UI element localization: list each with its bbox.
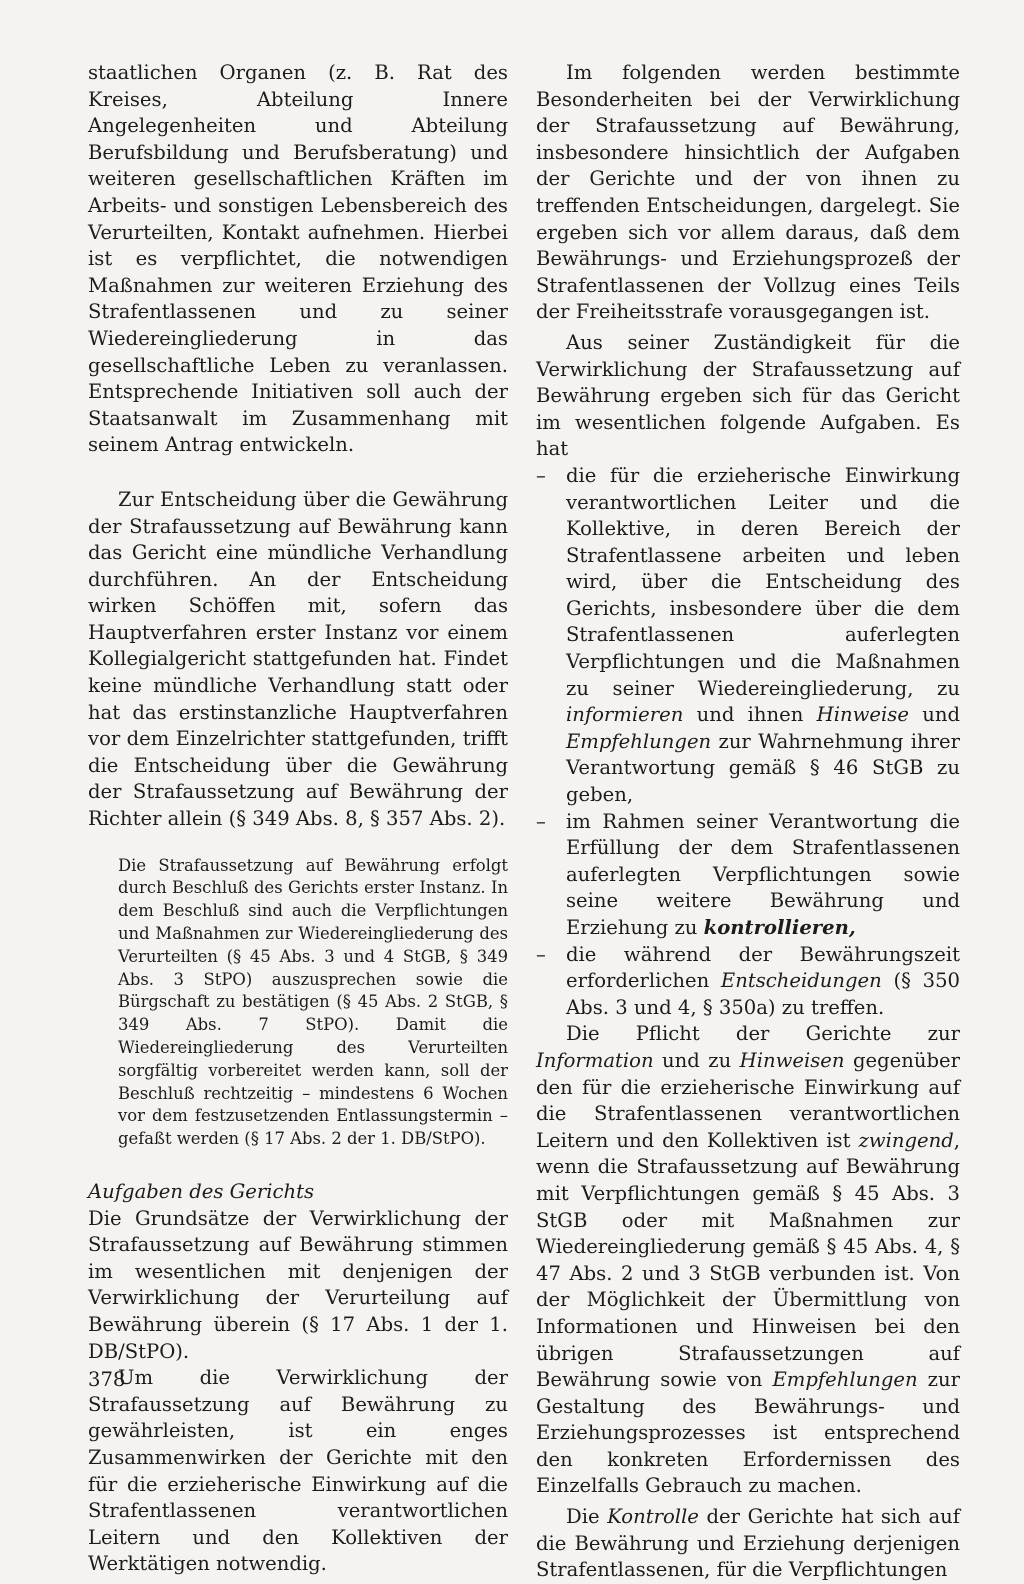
page-number: 378 (88, 1368, 126, 1391)
paragraph-cooperation: Um die Verwirklichung der Strafaussetzung auf Bewährung zu gewährleisten, ist ein enges Zusammenwirken der Gerichte mit den für die erzieherische Einwirkung auf die Strafentlassenen verantwortlichen Leitern und den Kollektiven der Werktätigen notwendig. (88, 1366, 508, 1576)
paragraph-tasks-intro: Aus seiner Zuständigkeit für die Verwirklichung der Strafaussetzung auf Bewährung ergeben sich für das Gericht im wesentlichen folgende Aufgaben. Es hat (536, 330, 960, 461)
list-item: – die während der Bewährungszeit erforderlichen Entscheidungen (§ 350 Abs. 3 und 4, § 350a) zu treffen. (536, 942, 960, 1022)
list-item: – im Rahmen seiner Verantwortung die Erfüllung der dem Strafentlassenen auferlegten Verpflichtungen sowie seine weitere Bewährung und Erziehung zu kontrollieren, (536, 809, 960, 942)
left-column (88, 60, 508, 1578)
list-item: – die für die erzieherische Einwirkung verantwortlichen Leiter und die Kollektive, in deren Bereich der Strafentlassene arbeiten und leben wird, über die Entscheidung des Gerichts, insbesondere über die dem Strafentlassenen auferlegten Verpflichtungen und die Maßnahmen zu seiner Wiedereingliederung, zu informieren und ihnen Hinweise und Empfehlungen zur Wahrnehmung ihrer Verantwortung gemäß § 46 StGB zu geben, (536, 463, 960, 809)
paragraph-decision: Zur Entscheidung über die Gewährung der Strafaussetzung auf Bewährung kann das Gericht eine mündliche Verhandlung durchführen. An der Entscheidung wirken Schöffen mit, sofern das Hauptverfahren erster Instanz vor einem Kollegialgericht stattgefunden hat. Findet keine mündliche Verhandlung statt oder hat das erstinstanzliche Hauptverfahren vor dem Einzelrichter stattgefunden, trifft die Entscheidung über die Gewährung der Strafaussetzung auf Bewährung der Richter allein (§ 349 Abs. 8, § 357 Abs. 2). (88, 487, 508, 831)
paragraph-control: Die Kontrolle der Gerichte hat sich auf die Bewährung und Erziehung derjenigen Strafentlassenen, für die Verpflichtungen (536, 1505, 960, 1582)
paragraph-particularities: Im folgenden werden bestimmte Besonderheiten bei der Verwirklichung der Strafaussetzung auf Bewährung, insbesondere hinsichtlich der Aufgaben der Gerichte und der von ihnen zu treffenden Entscheidungen, dargelegt. Sie ergeben sich vor allem daraus, daß dem Bewährungs- und Erziehungsprozeß der Strafentlassenen der Vollzug eines Teils der Freiheitsstrafe vorausgegangen ist. (536, 61, 960, 324)
paragraph-principles: Die Grundsätze der Verwirklichung der Strafaussetzung auf Bewährung stimmen im wesentlichen mit denjenigen der Verwirklichung der Verurteilung auf Bewährung überein (§ 17 Abs. 1 der 1. DB/StPO). (88, 1206, 508, 1363)
right-column (536, 60, 960, 1584)
section-heading: Aufgaben des Gerichts (88, 1179, 315, 1203)
task-list (536, 463, 960, 1021)
paragraph-information-duty: Die Pflicht der Gerichte zur Information und zu Hinweisen gegenüber den für die erzieherische Einwirkung auf die Strafentlassenen verantwortlichen Leitern und den Kollektiven ist zwingend, wenn die Strafaussetzung auf Bewährung mit Verpflichtungen gemäß § 45 Abs. 3 StGB oder mit Maßnahmen zur Wiedereingliederung gemäß § 45 Abs. 4, § 47 Abs. 2 und 3 StGB verbunden ist. Von der Möglichkeit der Übermittlung von Informationen und Hinweisen bei den übrigen Strafaussetzungen auf Bewährung sowie von Empfehlungen zur Gestaltung des Bewährungs- und Erziehungsprozesses ist entsprechend den konkreten Erfordernissen des Einzelfalls Gebrauch zu machen. (536, 1022, 960, 1498)
paragraph-contact: staatlichen Organen (z. B. Rat des Kreises, Abteilung Innere Angelegenheiten und Abteilung Berufsbildung und Berufsberatung) und weiteren gesellschaftlichen Kräften im Arbeits- und sonstigen Lebensbereich des Verurteilten, Kontakt aufnehmen. Hierbei ist es verpflichtet, die notwendigen Maßnahmen zur weiteren Erziehung des Strafentlassenen und zu seiner Wiedereingliederung in das gesellschaftliche Leben zu veranlassen. Entsprechende Initiativen soll auch der Staatsanwalt im Zusammenhang mit seinem Antrag entwickeln. (88, 61, 508, 457)
paragraph-resolution-note: Die Strafaussetzung auf Bewährung erfolgt durch Beschluß des Gerichts erster Instanz. In dem Beschluß sind auch die Verpflichtungen und Maßnahmen zur Wiedereingliederung des Verurteilten (§ 45 Abs. 3 und 4 StGB, § 349 Abs. 3 StPO) auszusprechen sowie die Bürgschaft zu bestätigen (§ 45 Abs. 2 StGB, § 349 Abs. 7 StPO). Damit die Wiedereingliederung des Verurteilten sorgfältig vorbereitet werden kann, soll der Beschluß rechtzeitig – mindestens 6 Wochen vor dem festzusetzenden Entlassungstermin – gefaßt werden (§ 17 Abs. 2 der 1. DB/StPO). (118, 855, 508, 1149)
